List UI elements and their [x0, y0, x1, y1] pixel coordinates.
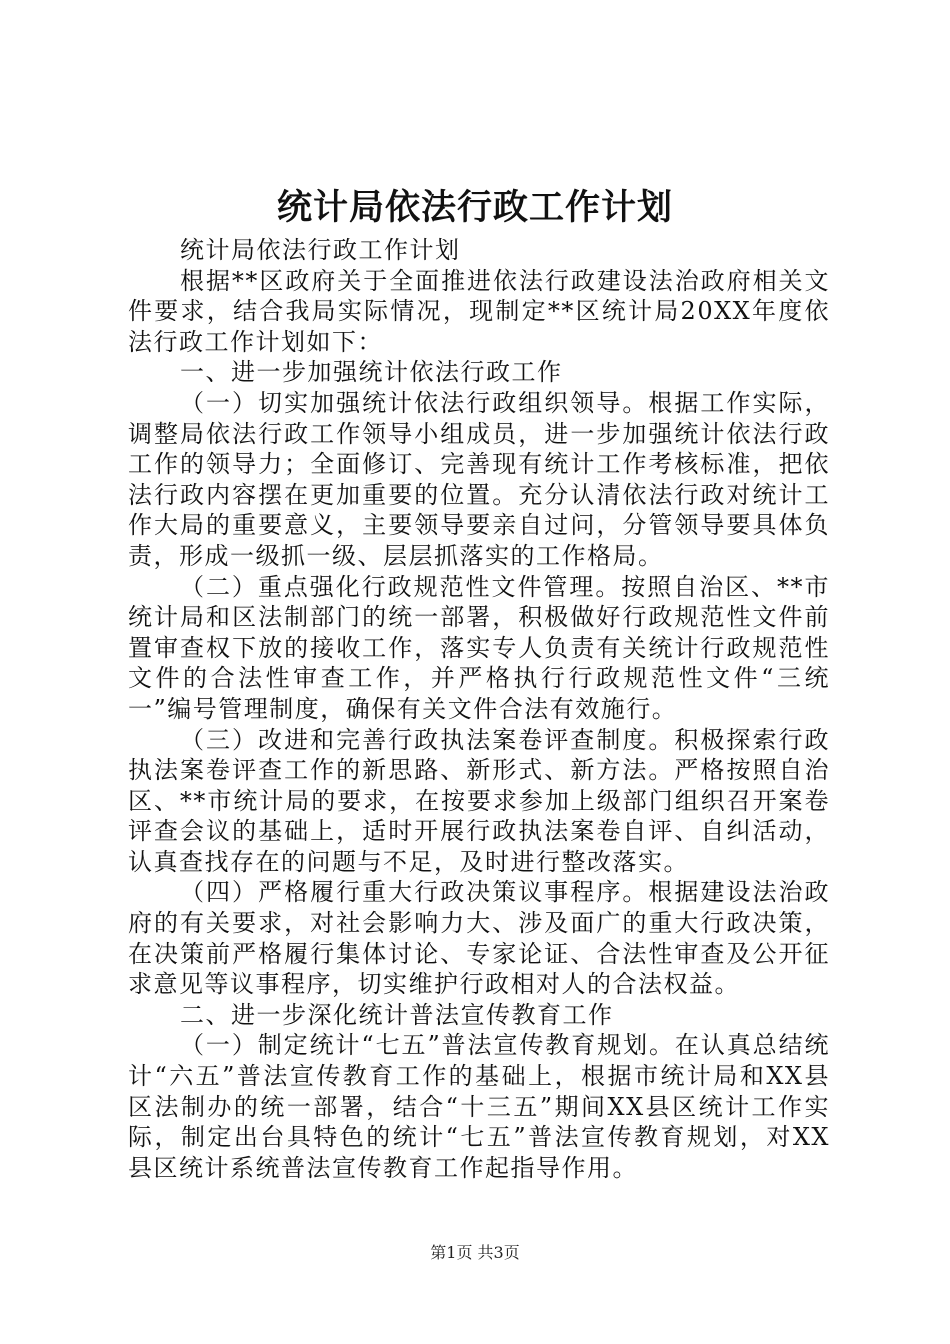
paragraph-section1-item2: （二）重点强化行政规范性文件管理。按照自治区、**市统计局和区法制部门的统一部署，积极做好行政规范性文件前置审查权下放的接收工作，落实专人负责有关统计行政规范性文件的合法性审查工作，并严格执行行政规范性文件“三统一”编号管理制度，确保有关文件合法有效施行。: [128, 572, 830, 723]
document-title: 统计局依法行政工作计划: [276, 187, 673, 228]
paragraph-section2-item1: （一）制定统计“七五”普法宣传教育规划。在认真总结统计“六五”普法宣传教育工作的基础上，根据市统计局和XX县区法制办的统一部署，结合“十三五”期间XX县区统计工作实际，制定出台具特色的统计“七五”普法宣传教育规划，对XX县区统计系统普法宣传教育工作起指导作用。: [128, 1031, 830, 1182]
paragraph-section1-item3: （三）改进和完善行政执法案卷评查制度。积极探索行政执法案卷评查工作的新思路、新形式、新方法。严格按照自治区、**市统计局的要求，在按要求参加上级部门组织召开案卷评查会议的基础上，适时开展行政执法案卷自评、自纠活动，认真查找存在的问题与不足，及时进行整改落实。: [128, 725, 830, 876]
section-heading-1: 一、进一步加强统计依法行政工作: [180, 358, 563, 387]
paragraph-section1-item1: （一）切实加强统计依法行政组织领导。根据工作实际，调整局依法行政工作领导小组成员，进一步加强统计依法行政工作的领导力；全面修订、完善现有统计工作考核标准，把依法行政内容摆在更加重要的位置。充分认清依法行政对统计工作大局的重要意义，主要领导要亲自过问，分管领导要具体负责，形成一级抓一级、层层抓落实的工作格局。: [128, 388, 830, 570]
paragraph-intro: 根据**区政府关于全面推进依法行政建设法治政府相关文件要求，结合我局实际情况，现制定**区统计局20XX年度依法行政工作计划如下：: [128, 266, 830, 356]
page-number-footer: 第1页 共3页: [430, 1243, 520, 1262]
paragraph-section1-item4: （四）严格履行重大行政决策议事程序。根据建设法治政府的有关要求，对社会影响力大、涉及面广的重大行政决策，在决策前严格履行集体讨论、专家论证、合法性审查及公开征求意见等议事程序，切实维护行政相对人的合法权益。: [128, 878, 830, 999]
section-heading-2: 二、进一步深化统计普法宣传教育工作: [180, 1000, 614, 1029]
document-body: [128, 235, 830, 1183]
paragraph-subtitle: 统计局依法行政工作计划: [180, 236, 461, 264]
